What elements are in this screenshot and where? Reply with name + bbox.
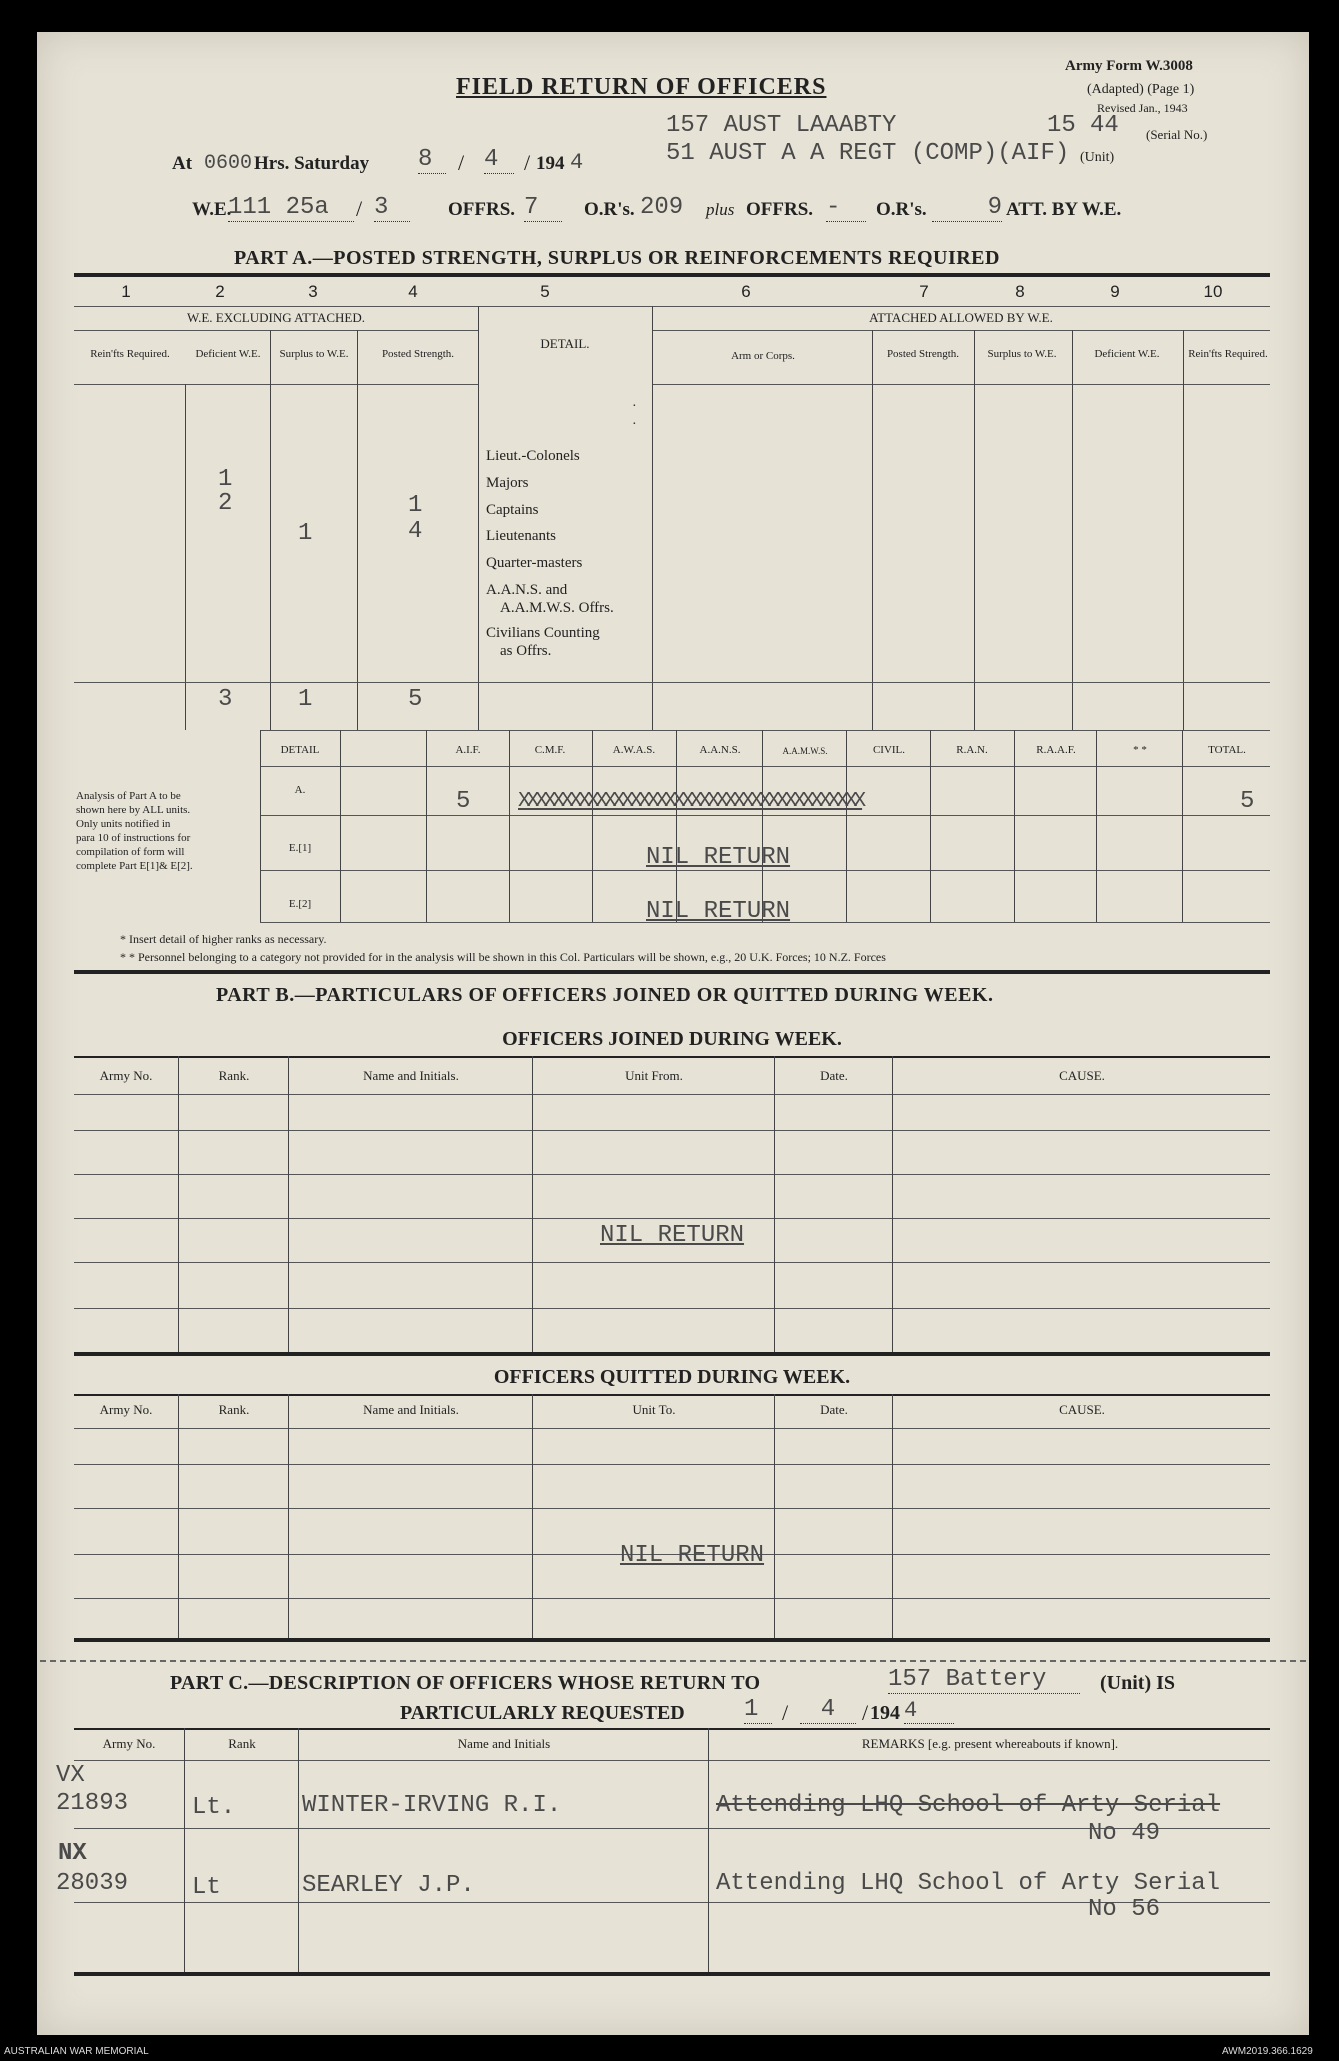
detail-header: DETAIL.: [540, 336, 590, 351]
col-header-surplus: Surplus to W.E.: [279, 348, 349, 360]
form-revised: Revised Jan., 1943: [1097, 101, 1188, 115]
part-a-rule: [74, 273, 1270, 277]
ors-value: 209: [640, 194, 684, 221]
rank-aans: A.A.N.S. and: [486, 582, 568, 598]
rank-aamws: A.A.M.W.S. Offrs.: [500, 600, 614, 616]
surplus-lieutenants: 1: [298, 520, 313, 547]
officer-1-army-prefix: VX: [56, 1762, 85, 1789]
footnote-1: * Insert detail of higher ranks as necessary.: [120, 932, 327, 946]
officer-2-army-no: 28039: [56, 1870, 129, 1897]
report-day: 8: [418, 146, 446, 174]
total-deficient: 3: [218, 686, 233, 713]
unit-label: (Unit): [1080, 150, 1115, 165]
part-c-title: PART C.—DESCRIPTION OF OFFICERS WHOSE RETURN TO: [170, 1672, 761, 1694]
rank-lieutenants: Lieutenants: [486, 528, 556, 544]
we-value-2: 3: [374, 194, 410, 222]
analysis-aif-value: 5: [456, 788, 471, 815]
col-header-deficient: Deficient W.E.: [195, 348, 261, 360]
part-c-title-c: PARTICULARLY REQUESTED: [400, 1702, 685, 1724]
serial-number-2: 44: [1090, 112, 1119, 139]
officer-2-remarks-2: No 56: [1088, 1896, 1161, 1923]
unit-line-2: 51 AUST A A REGT (COMP)(AIF): [666, 140, 1070, 167]
deficient-captains: 2: [218, 490, 233, 517]
analysis-nil-e1: NIL RETURN: [646, 844, 791, 871]
form-title: FIELD RETURN OF OFFICERS: [456, 74, 827, 100]
officer-1-rank: Lt.: [192, 1794, 236, 1821]
total-posted: 5: [408, 686, 423, 713]
quitted-nil-return: NIL RETURN: [620, 1542, 765, 1569]
at-label: At: [172, 153, 193, 174]
form-number: Army Form W.3008: [1065, 58, 1193, 74]
report-month: 4: [484, 146, 514, 174]
part-c-req-year-prefix: 194: [870, 1702, 900, 1724]
archive-credit: AUSTRALIAN WAR MEMORIAL: [4, 2046, 149, 2057]
part-b-title: PART B.—PARTICULARS OF OFFICERS JOINED OR QUITTED DURING WEEK.: [216, 984, 994, 1006]
analysis-strikeout: XXXXXXXXXXXXXXXXXXXXXXXXXXXXXXXXXXXXXXXX: [518, 790, 863, 813]
posted-lieutenants: 4: [408, 518, 423, 545]
we-value: 111 25a: [228, 194, 354, 222]
part-c-req-year-suffix: 4: [904, 1698, 954, 1724]
rank-captains: Captains: [486, 502, 539, 518]
unit-line-1: 157 AUST LAAABTY: [666, 112, 897, 139]
report-time: 0600: [204, 152, 253, 175]
form-adapted: (Adapted) (Page 1): [1087, 82, 1195, 97]
officer-2-name: SEARLEY J.P.: [302, 1872, 475, 1899]
plus-label: plus: [706, 200, 735, 219]
analysis-total-value: 5: [1240, 788, 1255, 815]
offrs-label: OFFRS.: [448, 199, 516, 220]
total-surplus: 1: [298, 686, 313, 713]
ors-label: O.R's.: [584, 199, 635, 220]
rank-lieut-colonels: Lieut.-Colonels: [486, 448, 580, 464]
officer-1-name: WINTER-IRVING R.I.: [302, 1792, 562, 1819]
officer-1-army-no: 21893: [56, 1790, 129, 1817]
col-header-posted: Posted Strength.: [381, 348, 455, 360]
joined-title: OFFICERS JOINED DURING WEEK.: [502, 1028, 842, 1050]
offrs-value: 7: [524, 194, 562, 222]
officer-1-remarks: Attending LHQ School of Arty Serial: [716, 1792, 1221, 1819]
officer-2-remarks: Attending LHQ School of Arty Serial: [716, 1870, 1221, 1897]
serial-number: 15: [1047, 112, 1076, 139]
att-label: ATT. BY W.E.: [1006, 199, 1122, 220]
hrs-label: Hrs. Saturday: [254, 153, 370, 174]
footnote-2: * * Personnel belonging to a category not provided for in the analysis will be shown in this Col. Particulars will be shown, e.g., 20 U.K. Forces; 10 N.Z. Forces: [120, 950, 886, 964]
part-c-title-b: (Unit) IS: [1100, 1672, 1176, 1694]
analysis-row-e1: E.[1]: [288, 842, 312, 854]
part-c-unit-value: 157 Battery: [888, 1666, 1080, 1694]
col-header-arm: Arm or Corps.: [731, 350, 795, 362]
offrs2-value: -: [826, 194, 866, 222]
we-label: W.E.: [192, 199, 232, 220]
archive-reference: AWM2019.366.1629: [1222, 2046, 1313, 2057]
deficient-majors: 1: [218, 466, 233, 493]
analysis-row-a: A.: [294, 784, 306, 796]
analysis-nil-e2: NIL RETURN: [646, 898, 791, 925]
analysis-row-e2: E.[2]: [288, 898, 312, 910]
quitted-title: OFFICERS QUITTED DURING WEEK.: [493, 1366, 851, 1388]
col-header-deficient-att: Deficient W.E.: [1094, 348, 1160, 360]
col-header-reinfts: Rein'fts Required.: [90, 348, 170, 360]
officer-2-rank: Lt: [192, 1874, 221, 1901]
posted-captains: 1: [408, 492, 423, 519]
officer-1-remarks-2: No 49: [1088, 1820, 1161, 1847]
col-header-posted-att: Posted Strength.: [886, 348, 960, 360]
rank-as-offrs: as Offrs.: [500, 643, 552, 659]
part-c-req-day: 1: [744, 1696, 772, 1724]
part-c-req-month: 4: [800, 1696, 856, 1724]
rank-majors: Majors: [486, 475, 529, 491]
group-header-right: ATTACHED ALLOWED BY W.E.: [869, 310, 1053, 325]
rank-quarter-masters: Quarter-masters: [486, 555, 583, 571]
offrs2-label: OFFRS.: [746, 199, 814, 220]
col-header-reinfts-att: Rein'fts Required.: [1188, 348, 1268, 360]
year-suffix: 4: [570, 150, 584, 175]
ors2-value: 9: [932, 194, 1002, 222]
col-header-surplus-att: Surplus to W.E.: [987, 348, 1057, 360]
year-prefix: 194: [536, 153, 565, 174]
part-a-title: PART A.—POSTED STRENGTH, SURPLUS OR REINFORCEMENTS REQUIRED: [234, 247, 1000, 269]
serial-label: (Serial No.): [1146, 127, 1208, 142]
rank-civilians: Civilians Counting: [486, 625, 600, 641]
officer-2-army-prefix: NX: [58, 1840, 87, 1867]
joined-nil-return: NIL RETURN: [600, 1222, 745, 1249]
group-header-left: W.E. EXCLUDING ATTACHED.: [187, 310, 365, 325]
ors2-label: O.R's.: [876, 199, 927, 220]
